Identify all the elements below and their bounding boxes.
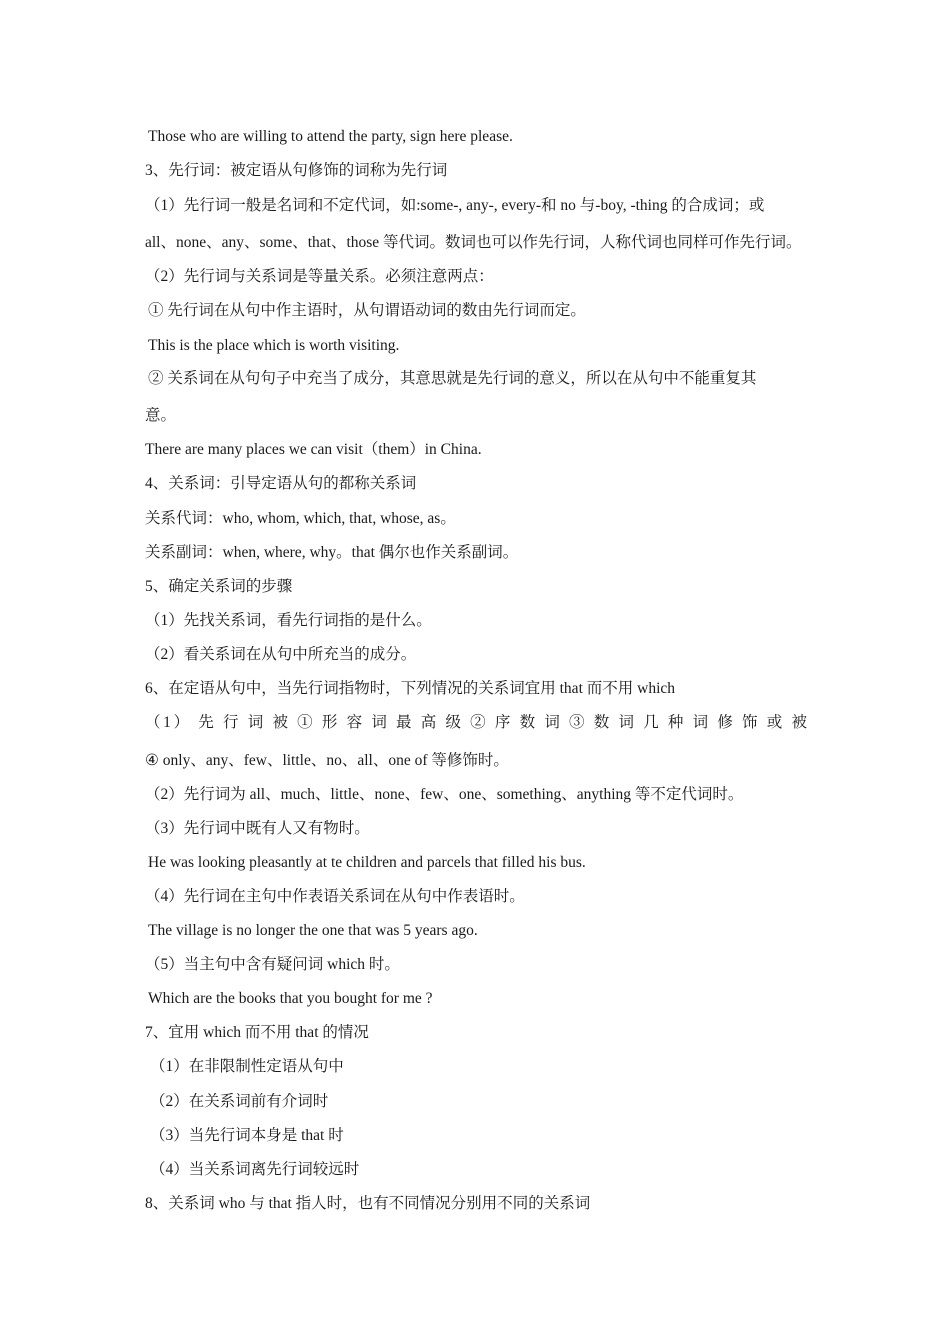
paragraph-line: ① 先行词在从句中作主语时，从句谓语动词的数由先行词而定。 — [148, 302, 586, 319]
section-heading-4: 4、关系词：引导定语从句的都称关系词 — [145, 475, 417, 492]
paragraph-line: ④ only、any、few、little、no、all、one of 等修饰时。 — [145, 752, 509, 769]
paragraph-line: ② 关系词在从句句子中充当了成分，其意思就是先行词的意义，所以在从句中不能重复其 — [148, 370, 757, 387]
paragraph-line: 关系代词：who, whom, which, that, whose, as。 — [145, 510, 456, 527]
example-sentence: There are many places we can visit（them）in China. — [145, 441, 482, 458]
paragraph-line: （2）在关系词前有介词时 — [150, 1093, 329, 1110]
paragraph-line: （3）当先行词本身是 that 时 — [150, 1127, 344, 1144]
example-sentence: He was looking pleasantly at te children and parcels that filled his bus. — [148, 854, 586, 871]
paragraph-line: all、none、any、some、that、those 等代词。数词也可以作先行词，人称代词也同样可作先行词。 — [145, 234, 802, 251]
section-heading-7: 7、宜用 which 而不用 that 的情况 — [145, 1024, 369, 1041]
paragraph-line: （1）先行词一般是名词和不定代词，如:some-, any-, every-和 no 与-boy, -thing 的合成词；或 — [145, 197, 765, 214]
paragraph-line: （2）看关系词在从句中所充当的成分。 — [145, 646, 417, 663]
paragraph-line: （1）在非限制性定语从句中 — [150, 1058, 344, 1075]
paragraph-line: 意。 — [145, 407, 177, 424]
section-heading-8: 8、关系词 who 与 that 指人时，也有不同情况分别用不同的关系词 — [145, 1195, 591, 1212]
example-sentence: The village is no longer the one that was 5 years ago. — [148, 922, 478, 939]
example-sentence: This is the place which is worth visiting. — [148, 337, 400, 354]
paragraph-line: （2）先行词与关系词是等量关系。必须注意两点： — [145, 268, 494, 285]
section-heading-3: 3、先行词：被定语从句修饰的词称为先行词 — [145, 162, 448, 179]
paragraph-line: （2）先行词为 all、much、little、none、few、one、something、anything 等不定代词时。 — [145, 786, 744, 803]
paragraph-line: （4）当关系词离先行词较远时 — [150, 1161, 360, 1178]
section-heading-5: 5、确定关系词的步骤 — [145, 578, 293, 595]
paragraph-line: （1）先找关系词，看先行词指的是什么。 — [145, 612, 432, 629]
paragraph-line: （5）当主句中含有疑问词 which 时。 — [145, 956, 400, 973]
example-sentence: Those who are willing to attend the party, sign here please. — [148, 128, 513, 145]
paragraph-line: （4）先行词在主句中作表语关系词在从句中作表语时。 — [145, 888, 525, 905]
example-sentence: Which are the books that you bought for me ? — [148, 990, 433, 1007]
paragraph-line: （3）先行词中既有人又有物时。 — [145, 820, 370, 837]
paragraph-line: （1） 先 行 词 被 ① 形 容 词 最 高 级 ② 序 数 词 ③ 数 词 几 种 词 修 饰 或 被 — [145, 714, 807, 731]
paragraph-line: 关系副词：when, where, why。that 偶尔也作关系副词。 — [145, 544, 519, 561]
section-heading-6: 6、在定语从句中，当先行词指物时，下列情况的关系词宜用 that 而不用 which — [145, 680, 675, 697]
